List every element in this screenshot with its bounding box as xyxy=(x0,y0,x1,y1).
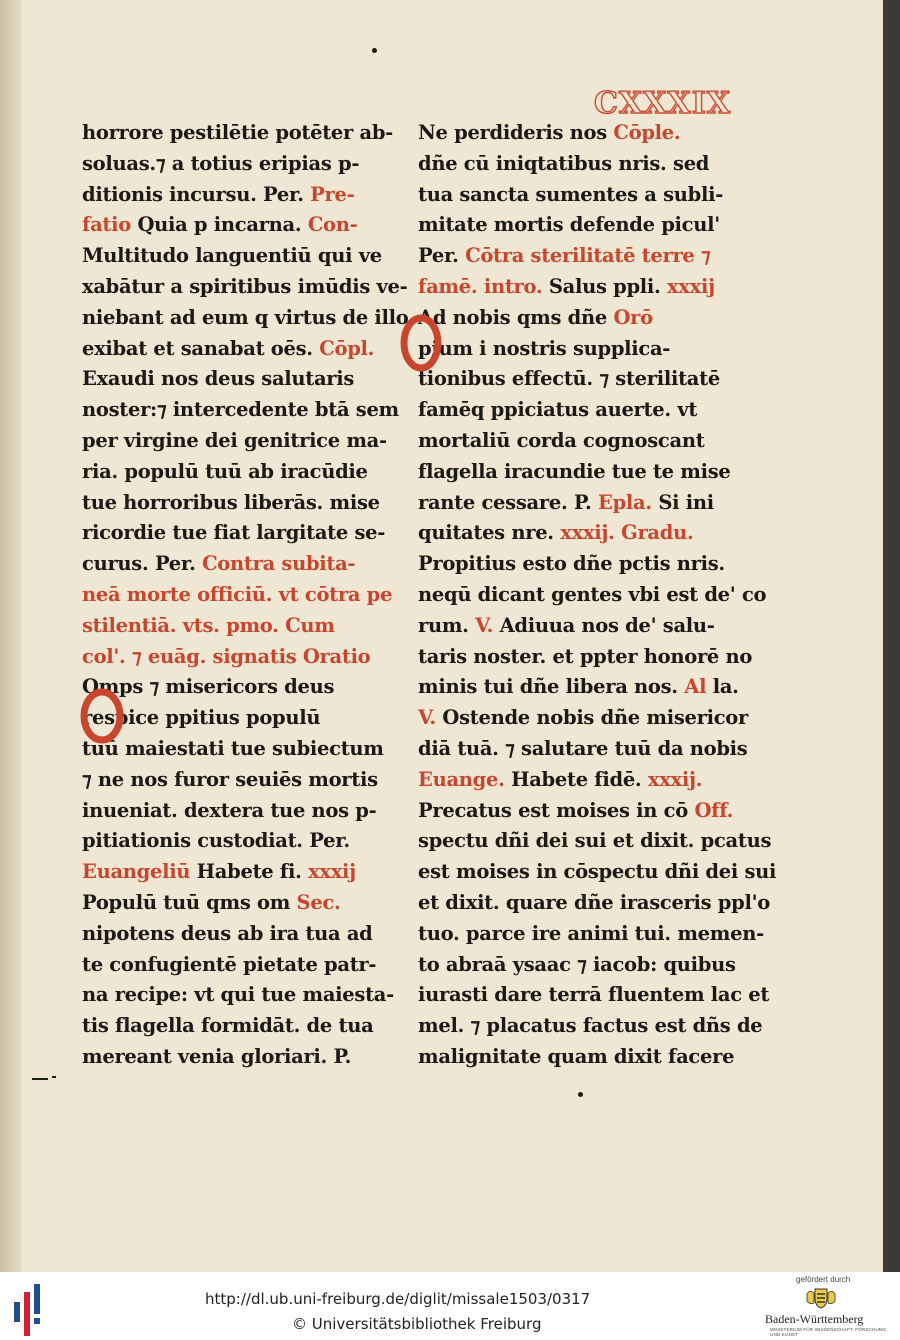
text-line xyxy=(418,1011,763,1042)
initial-O-left-icon xyxy=(80,688,128,744)
text-line xyxy=(418,118,736,149)
page-dot-top xyxy=(372,48,377,53)
rubric-text: xxxij. xyxy=(647,767,703,791)
rubric-text: xxxij xyxy=(666,274,715,298)
body-text: Multitudo languentiū qui ve xyxy=(82,244,382,268)
body-text: Ad nobis qms dñe xyxy=(418,305,614,329)
text-line xyxy=(82,980,400,1011)
body-text: inueniat. dextera tue nos p- xyxy=(82,798,377,822)
body-text: curus. Per. xyxy=(82,552,203,576)
rubric-text: Cōple. xyxy=(613,121,681,144)
body-text: horrore pestilētie potēter ab- xyxy=(82,121,393,144)
copyright-notice: © Universitätsbibliothek Freiburg xyxy=(292,1315,542,1333)
text-line xyxy=(82,488,400,519)
text-line xyxy=(82,303,409,334)
rubric-text: Euange. xyxy=(418,767,505,791)
body-text: tue horroribus liberās. mise xyxy=(82,490,380,514)
body-text: Adiuua nos de' salu- xyxy=(493,613,715,637)
text-line xyxy=(82,210,400,241)
rubric-text: Cōpl. xyxy=(319,336,375,360)
body-text: mortaliū corda cognoscant xyxy=(418,428,705,452)
rubric-text: fatio xyxy=(82,213,131,237)
rubric-text: Sec. xyxy=(296,890,341,914)
margin-dash-1 xyxy=(32,1078,48,1080)
text-line xyxy=(418,426,736,457)
rubric-text: col'. ⁊ euāg. signatis xyxy=(82,644,303,668)
body-text: quitates nre. xyxy=(418,521,561,545)
body-text: minis tui dñe libera nos. xyxy=(418,675,685,699)
body-text: Ne perdideris nos xyxy=(418,121,614,144)
rubric-text: xxxij. Gradu. xyxy=(560,521,694,545)
text-line xyxy=(82,950,400,981)
body-text: exibat et sanabat oēs. xyxy=(82,336,320,360)
body-text: ria. populū tuū ab iracūdie xyxy=(82,459,368,483)
body-text: ricordie tue fiat largitate se- xyxy=(82,521,386,545)
text-line xyxy=(82,241,400,272)
text-line xyxy=(418,395,736,426)
rubric-text: Con- xyxy=(307,213,358,237)
initial-O-right-icon xyxy=(400,312,444,372)
body-text: Populū tuū qms om xyxy=(82,890,297,914)
text-line xyxy=(418,518,736,549)
text-line xyxy=(82,734,400,765)
body-text: dñe cū iniqtatibus nris. sed xyxy=(418,151,710,175)
text-line xyxy=(418,334,736,365)
body-text: te confugientē pietate patr- xyxy=(82,952,377,976)
text-line xyxy=(418,272,736,303)
body-text: la. xyxy=(706,675,739,699)
text-line xyxy=(418,919,764,950)
body-text: pium i nostris supplica- xyxy=(418,336,671,360)
text-line xyxy=(82,395,400,426)
text-line xyxy=(82,611,400,642)
body-text: taris noster. et ppter honorē no xyxy=(418,644,753,668)
body-text: noster:⁊ intercedente btā sem xyxy=(82,398,399,422)
text-line xyxy=(82,180,400,211)
body-text: Exaudi nos deus salutaris xyxy=(82,367,355,391)
body-text: pitiationis custodiat. Per. xyxy=(82,829,350,853)
text-line xyxy=(82,919,400,950)
rubric-text: Pre- xyxy=(310,182,355,206)
text-line xyxy=(418,149,736,180)
text-line xyxy=(418,611,736,642)
text-line xyxy=(82,518,400,549)
body-text: ditionis incursu. Per. xyxy=(82,182,311,206)
sponsor-name: Baden-Württemberg xyxy=(765,1312,864,1326)
text-line xyxy=(418,241,736,272)
rubric-text: Oratio xyxy=(302,644,371,668)
body-text: ⁊ ne nos furor seuiēs mortis xyxy=(82,767,378,791)
body-text: Quia p incarna. xyxy=(130,213,308,237)
margin-dash-2 xyxy=(52,1076,56,1078)
body-text: Si ini xyxy=(651,490,714,514)
rubric-text: Orō xyxy=(613,305,653,329)
text-line xyxy=(418,980,770,1011)
text-line xyxy=(418,765,736,796)
body-text: soluas.⁊ a totius eripias p- xyxy=(82,151,360,175)
right-text-column xyxy=(418,118,777,1073)
body-text: est moises in cōspectu dñi dei sui xyxy=(418,860,777,884)
text-line xyxy=(418,1042,736,1073)
text-line xyxy=(82,1011,400,1042)
body-text: mereant venia gloriari. P. xyxy=(82,1044,352,1068)
text-line xyxy=(418,580,767,611)
sponsor-label: gefördert durch xyxy=(796,1275,851,1284)
rubric-text: Al xyxy=(684,675,707,699)
text-line xyxy=(418,549,736,580)
text-line xyxy=(418,950,736,981)
text-line xyxy=(82,672,400,703)
page-dot-bottom xyxy=(578,1092,583,1097)
body-text: nipotens deus ab ira tua ad xyxy=(82,921,373,945)
body-text: Salus ppli. xyxy=(542,274,667,298)
text-line xyxy=(82,1042,400,1073)
text-line xyxy=(82,549,400,580)
viewer-footer xyxy=(0,1272,900,1340)
rubric-text: famē. intro. xyxy=(418,274,543,298)
rubric-text: stilentiā. vts. pmo. Cum xyxy=(82,613,335,637)
body-text: Omps ⁊ misericors deus xyxy=(82,675,335,699)
body-text: spectu dñi dei sui et dixit. pcatus xyxy=(418,829,772,853)
text-line xyxy=(418,642,753,673)
body-text: Propitius esto dñe pctis nris. xyxy=(418,552,725,576)
text-line xyxy=(418,796,736,827)
text-line xyxy=(418,703,748,734)
rubric-text: xxxij xyxy=(308,860,356,884)
body-text: Per. xyxy=(418,244,466,268)
body-text: neqū dicant gentes vbi est de' co xyxy=(418,582,767,606)
text-line xyxy=(418,888,770,919)
body-text: malignitate quam dixit facere xyxy=(418,1044,735,1068)
body-text: et dixit. quare dñe irasceris ppl'o xyxy=(418,890,770,914)
page-binding-edge xyxy=(0,0,22,1272)
body-text: rante cessare. P. xyxy=(418,490,599,514)
text-line xyxy=(82,364,400,395)
body-text: tis flagella formidāt. de tua xyxy=(82,1014,374,1038)
body-text: mitate mortis defende picul' xyxy=(418,213,720,237)
text-line xyxy=(82,642,400,673)
body-text: iurasti dare terrā fluentem lac et xyxy=(418,983,770,1007)
text-line xyxy=(82,796,400,827)
text-line xyxy=(82,426,400,457)
body-text: Ostende nobis dñe misericor xyxy=(435,706,748,730)
body-text: per virgine dei genitrice ma- xyxy=(82,428,387,452)
text-line xyxy=(418,488,736,519)
rubric-text: neā morte officiū. vt cōtra pe xyxy=(82,582,393,606)
body-text: tionibus effectū. ⁊ sterilitatē xyxy=(418,367,720,391)
body-text: mel. ⁊ placatus factus est dñs de xyxy=(418,1014,763,1038)
text-line xyxy=(82,118,400,149)
text-line xyxy=(82,826,400,857)
body-text: tuū maiestati tue subiectum xyxy=(82,736,384,760)
folio-number: CXXXIX xyxy=(593,86,731,121)
sponsor-subtitle: MINISTERIUM FÜR WISSENSCHAFT, FORSCHUNG UND KUNST xyxy=(770,1327,887,1337)
text-line xyxy=(82,272,408,303)
rubric-text: V. xyxy=(475,613,494,637)
body-text: Habete fidē. xyxy=(504,767,648,791)
university-library-logo-icon xyxy=(14,1276,54,1336)
body-text: xabātur a spiritibus imūdis ve- xyxy=(82,274,408,298)
text-line xyxy=(418,672,739,703)
text-line xyxy=(418,364,736,395)
text-line xyxy=(418,857,777,888)
text-line xyxy=(82,703,400,734)
rubric-text: Off. xyxy=(694,798,734,822)
text-line xyxy=(82,149,400,180)
body-text: famēq ppiciatus auerte. vt xyxy=(418,398,698,422)
body-text: Precatus est moises in cō xyxy=(418,798,695,822)
text-line xyxy=(82,888,400,919)
rubric-text: Euangeliū xyxy=(82,860,191,884)
body-text: Habete fi. xyxy=(190,860,309,884)
text-line xyxy=(82,457,400,488)
text-line xyxy=(418,210,736,241)
body-text: to abraā ysaac ⁊ iacob: quibus xyxy=(418,952,736,976)
body-text: diā tuā. ⁊ salutare tuū da nobis xyxy=(418,736,748,760)
text-line xyxy=(418,180,736,211)
body-text: flagella iracundie tue te mise xyxy=(418,459,731,483)
left-text-column xyxy=(82,118,409,1073)
permalink-url[interactable]: http://dl.ub.uni-freiburg.de/diglit/missale1503/0317 xyxy=(205,1290,591,1308)
text-line xyxy=(418,734,748,765)
rubric-text: Epla. xyxy=(598,490,652,514)
body-text: tua sancta sumentes a subli- xyxy=(418,182,723,206)
text-line xyxy=(82,857,400,888)
body-text: tuo. parce ire animi tui. memen- xyxy=(418,921,764,945)
text-line xyxy=(418,457,736,488)
rubric-text: V. xyxy=(418,706,436,730)
state-crest-icon xyxy=(806,1286,836,1310)
body-text: na recipe: vt qui tue maiesta- xyxy=(82,983,394,1007)
rubric-text: Cōtra sterilitatē terre ⁊ xyxy=(465,244,711,268)
body-text: niebant ad eum q virtus de illo xyxy=(82,305,409,329)
body-text: rum. xyxy=(418,613,476,637)
body-text: respice ppitius populū xyxy=(82,706,321,730)
text-line xyxy=(82,334,400,365)
text-line xyxy=(82,765,400,796)
text-line xyxy=(418,826,772,857)
text-line xyxy=(418,303,736,334)
rubric-text: Contra subita- xyxy=(202,552,356,576)
text-line xyxy=(82,580,400,611)
